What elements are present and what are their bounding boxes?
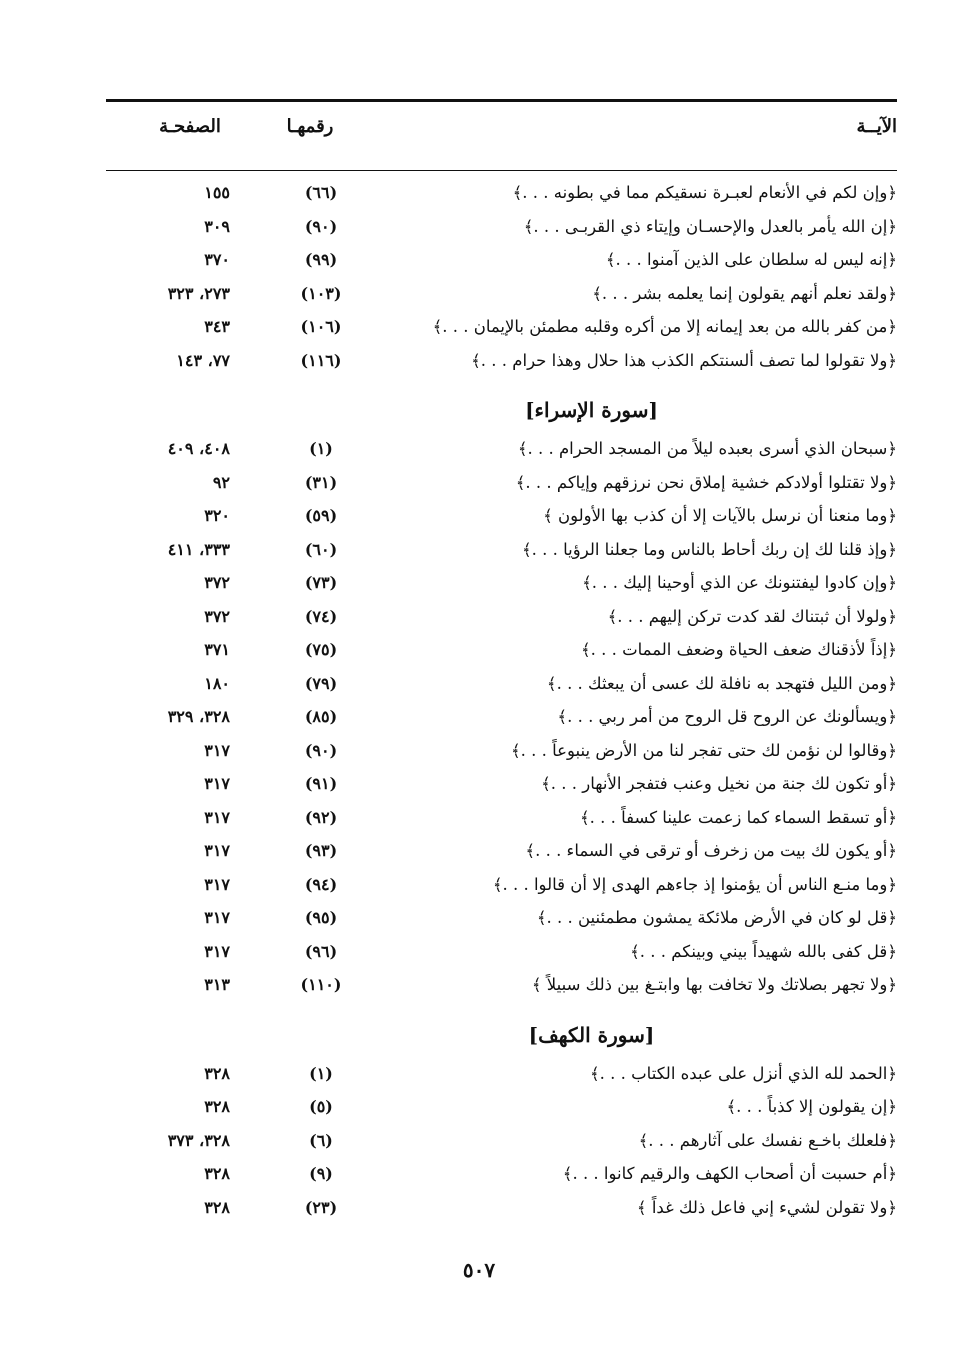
page-reference: ٣٤٣ [204, 317, 230, 336]
page-reference: ١٥٥ [204, 183, 230, 202]
page-reference: ٣١٧ [204, 874, 230, 894]
page-reference: ٣٢٨ [204, 1063, 230, 1083]
header-rule [106, 170, 897, 171]
header-page: الصفحـة [159, 116, 221, 137]
page-reference: ٣١٧ [204, 841, 230, 860]
table-row [106, 667, 897, 701]
table-row [106, 277, 897, 311]
verse-number: (٩٤) [304, 874, 338, 894]
verse-index-table [106, 176, 897, 1224]
verse-text: ﴿قل لو كان في الأرض ملائكة يمشون مطمئنين . . .﴾ [536, 908, 897, 927]
table-row [106, 566, 897, 600]
verse-text: ﴿أو تكون لك جنة من نخيل وعنب فتفجر الأنهار . . .﴾ [541, 774, 897, 793]
verse-text: ﴿ومن الليل فتهجد به نافلة لك عسى أن يبعثك . . .﴾ [546, 673, 897, 693]
page-reference: ٤٠٨، ٤٠٩ [167, 439, 230, 458]
verse-text: ﴿وإذ قلنا لك إن ربك أحاط بالناس وما جعلنا الرؤيا . . .﴾ [522, 539, 897, 559]
page-reference: ٣٠٩ [204, 216, 230, 236]
verse-text: ﴿إذاً لأذقناك ضعف الحياة وضعف الممات . . .﴾ [580, 640, 897, 659]
page-reference: ٣٢٨ [204, 1197, 230, 1217]
page-reference: ٣٢٠ [204, 506, 230, 525]
verse-text: ﴿وإن لكم في الأنعام لعبـرة نسقيكم مما في بطونه . . .﴾ [512, 183, 897, 202]
table-row [106, 344, 897, 378]
verse-number: (٩٢) [304, 807, 338, 827]
verse-text: ﴿ولا تقولوا لما تصف ألسنتكم الكذب هذا حلال وهذا حرام . . .﴾ [471, 350, 897, 370]
verse-number: (٣١) [304, 472, 338, 492]
verse-text: ﴿ولا تجهر بصلاتك ولا تخافت بها وابتـغ بين ذلك سبيلاً ﴾ [531, 975, 897, 994]
page-reference: ٣٢٨، ٣٢٩ [167, 707, 230, 726]
page-reference: ٣١٧ [204, 774, 230, 793]
verse-text: ﴿إن الله يأمر بالعدل والإحسـان وإيتاء ذي القربـى . . .﴾ [523, 216, 897, 236]
page-reference: ٣٧٢ [204, 573, 230, 592]
page-reference: ٣١٧ [204, 941, 230, 961]
verse-number: (٧٤) [304, 606, 338, 626]
verse-number: (٩٦) [304, 941, 338, 961]
page-reference: ٣٣٣، ٤١١ [167, 539, 230, 559]
verse-number: (٢٣) [304, 1197, 338, 1217]
page-reference: ٣٢٨ [204, 1164, 230, 1183]
table-row [106, 1090, 897, 1124]
verse-text: ﴿وقالوا لن نؤمن لك حتى تفجر لنا من الأرض ينبوعاً . . .﴾ [511, 740, 897, 760]
verse-number: (٦٦) [304, 183, 338, 202]
page-reference: ٣٢٨ [204, 1097, 230, 1116]
verse-text: ﴿ولولا أن ثبتناك لقد كدت تركن إليهم . . .﴾ [607, 606, 897, 626]
verse-number: (١) [309, 439, 333, 458]
header-number: رقمهـا [286, 116, 334, 137]
verse-text: ﴿أو تسقط السماء كما زعمت علينا كسفاً . . .﴾ [579, 807, 897, 827]
table-row [106, 901, 897, 935]
verse-text: ﴿ويسألونك عن الروح قل الروح من أمر ربي . . .﴾ [557, 707, 897, 726]
verse-text: ﴿وما منـع الناس أن يؤمنوا إذ جاءهم الهدى إلا أن قالوا . . .﴾ [492, 874, 897, 894]
sura-title: [سورة الكهف] [528, 1022, 655, 1047]
verse-text: ﴿ولا تقولن لشيء إني فاعل ذلك غداً ﴾ [636, 1197, 897, 1217]
table-row [106, 499, 897, 533]
verse-text: ﴿الحمد لله الذي أنزل على عبده الكتاب . . .﴾ [590, 1063, 897, 1083]
table-row [106, 600, 897, 634]
verse-number: (٥) [309, 1097, 333, 1116]
page-reference: ٩٢ [212, 472, 230, 492]
table-row [106, 935, 897, 969]
verse-number: (٩٩) [304, 250, 338, 269]
page-reference: ٣١٣ [204, 975, 230, 994]
table-row [106, 533, 897, 567]
table-row [106, 243, 897, 277]
table-row [106, 210, 897, 244]
verse-text: ﴿ولقد نعلم أنهم يقولون إنما يعلمه بشر . . .﴾ [592, 283, 897, 303]
table-row [106, 700, 897, 734]
table-row [106, 176, 897, 210]
verse-text: ﴿فلعلك باخـع نفسك على آثارهم . . .﴾ [638, 1130, 897, 1150]
verse-number: (٩٥) [304, 908, 338, 927]
verse-number: (١٠٦) [300, 317, 342, 336]
page-reference: ٣١٧ [204, 740, 230, 760]
table-row [106, 432, 897, 466]
page-reference: ١٨٠ [204, 673, 230, 693]
page-reference: ٣٧٠ [204, 250, 230, 269]
verse-text: ﴿ولا تقتلوا أولادكم خشية إملاق نحن نرزقهم وإياكم . . .﴾ [515, 472, 897, 492]
table-row [106, 834, 897, 868]
page-reference: ٣٧١ [204, 640, 230, 659]
verse-number: (١١٦) [300, 350, 342, 370]
header-verse: الآيــة [856, 116, 897, 137]
table-row [106, 868, 897, 902]
verse-number: (٧٥) [304, 640, 338, 659]
verse-number: (٥٩) [304, 506, 338, 525]
top-rule [106, 99, 897, 102]
verse-number: (٩٠) [304, 216, 338, 236]
table-row [106, 310, 897, 344]
verse-text: ﴿وإن كادوا ليفتنونك عن الذي أوحينا إليك . . .﴾ [582, 573, 897, 592]
verse-number: (٧٣) [304, 573, 338, 592]
page-reference: ٣٢٨، ٣٧٣ [167, 1130, 230, 1150]
page-reference: ٣١٧ [204, 807, 230, 827]
table-row [106, 633, 897, 667]
verse-number: (١) [309, 1063, 333, 1083]
verse-number: (٩٣) [304, 841, 338, 860]
verse-number: (٦٠) [304, 539, 338, 559]
sura-title: [سورة الإسراء] [525, 398, 658, 422]
table-row [106, 968, 897, 1002]
verse-text: ﴿أم حسبت أن أصحاب الكهف والرقيم كانوا . . .﴾ [562, 1164, 897, 1183]
verse-number: (٧٩) [304, 673, 338, 693]
sura-heading-row [106, 377, 897, 432]
table-row [106, 1191, 897, 1225]
verse-number: (٩٠) [304, 740, 338, 760]
page-number: ٥٠٧ [462, 1258, 496, 1282]
page-reference: ٢٧٣، ٣٢٣ [167, 283, 230, 303]
verse-number: (١٠٣) [300, 283, 342, 303]
verse-text: ﴿من كفر بالله من بعد إيمانه إلا من أكره وقلبه مطمئن بالإيمان . . .﴾ [432, 317, 897, 336]
verse-number: (٩١) [304, 774, 338, 793]
table-row [106, 801, 897, 835]
verse-text: ﴿إنه ليس له سلطان على الذين آمنوا . . .﴾ [605, 250, 897, 269]
sura-heading-row [106, 1002, 897, 1057]
page-reference: ٣١٧ [204, 908, 230, 927]
verse-number: (٨٥) [304, 707, 338, 726]
table-row [106, 767, 897, 801]
table-row [106, 1157, 897, 1191]
table-row [106, 466, 897, 500]
verse-text: ﴿أو يكون لك بيت من زخرف أو ترقى في السماء . . .﴾ [525, 841, 897, 860]
table-row [106, 734, 897, 768]
page-reference: ٣٧٢ [204, 606, 230, 626]
verse-number: (٩) [309, 1164, 333, 1183]
verse-text: ﴿سبحان الذي أسرى بعبده ليلاً من المسجد الحرام . . .﴾ [517, 439, 897, 458]
verse-text: ﴿وما منعنا أن نرسل بالآيات إلا أن كذب بها الأولون ﴾ [543, 506, 897, 525]
verse-text: ﴿إن يقولون إلا كذباً . . .﴾ [726, 1097, 897, 1116]
verse-text: ﴿قل كفى بالله شهيداً بيني وبينكم . . .﴾ [630, 941, 897, 961]
table-row [106, 1057, 897, 1091]
verse-number: (٦) [309, 1130, 333, 1150]
page-reference: ٧٧، ١٤٣ [176, 350, 230, 370]
table-row [106, 1124, 897, 1158]
verse-number: (١١٠) [300, 975, 342, 994]
